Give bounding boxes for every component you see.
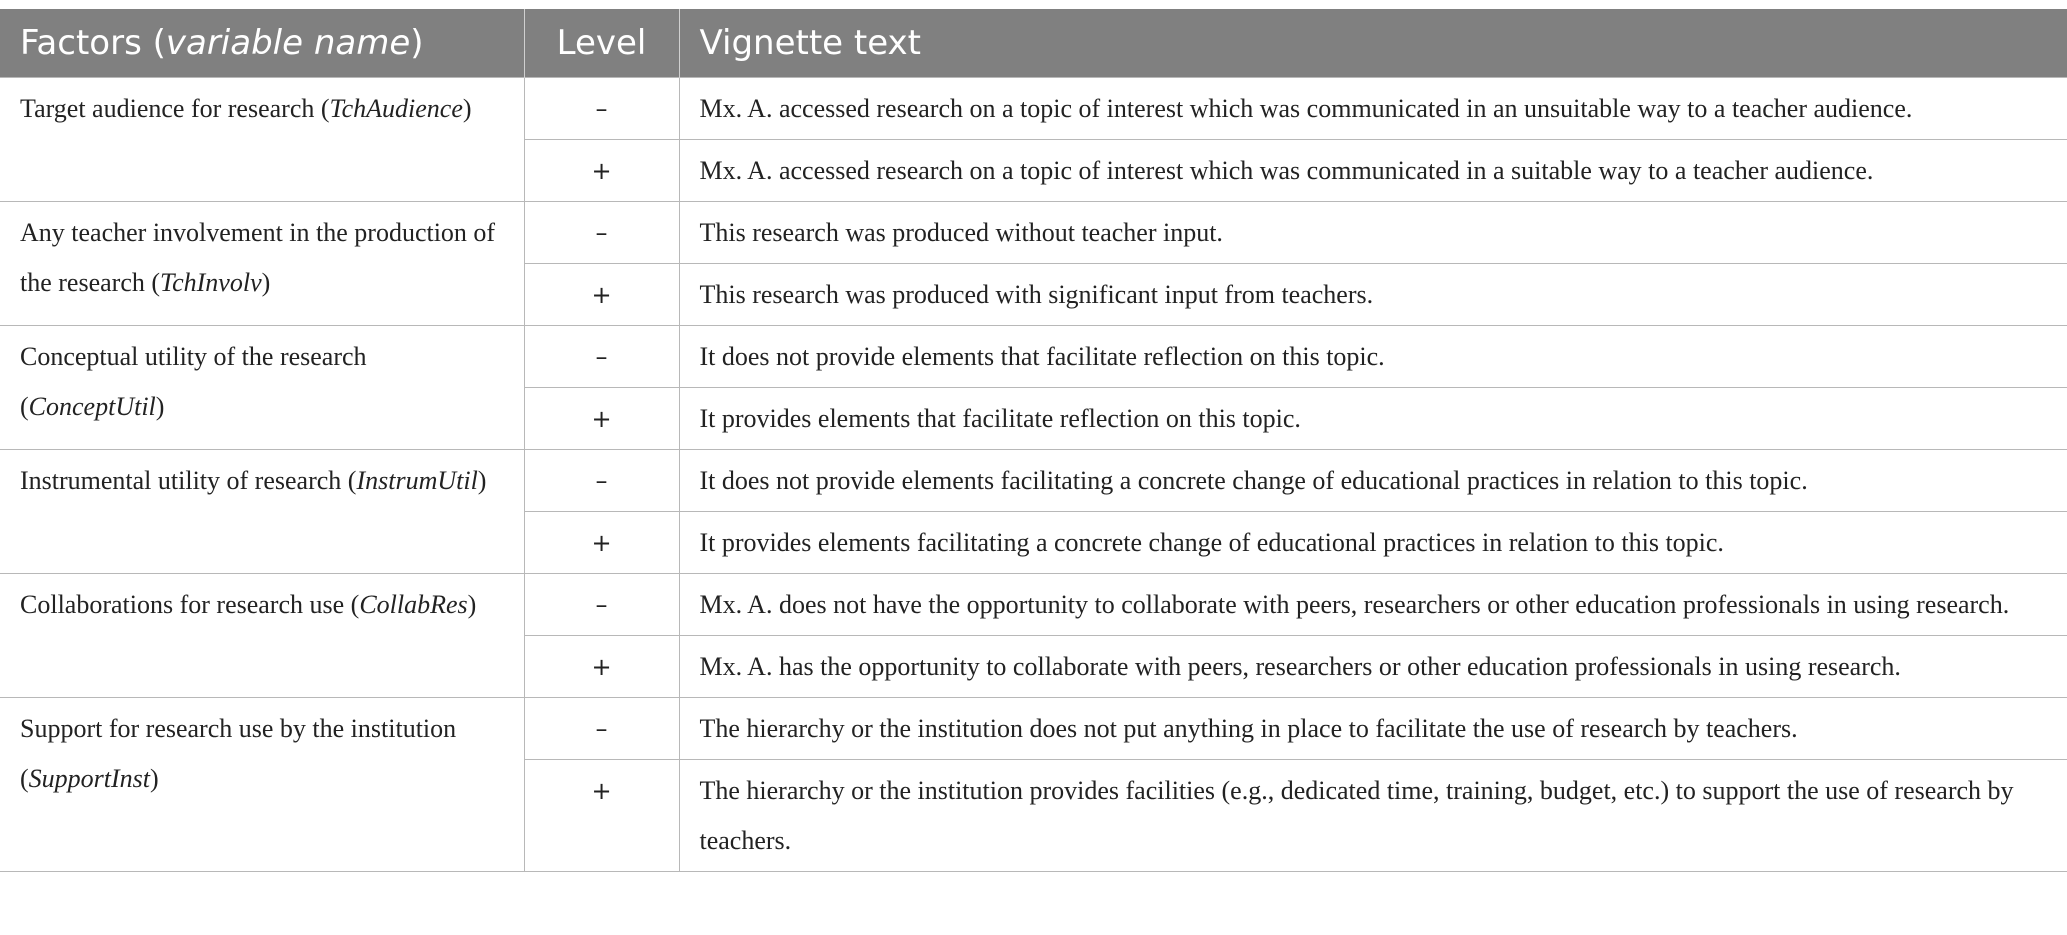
level-plus: +: [524, 760, 679, 872]
level-plus: +: [524, 636, 679, 698]
level-plus: +: [524, 264, 679, 326]
level-minus: –: [524, 698, 679, 760]
factor-label: Instrumental utility of research (: [20, 466, 357, 495]
factor-label: Conceptual utility of the research (: [20, 342, 367, 421]
table-row: [0, 326, 2067, 388]
header-factors: [0, 9, 524, 78]
factor-suffix: ): [261, 268, 271, 297]
vignette-text: It provides elements facilitating a concrete change of educational practices in relation to this topic.: [679, 512, 2067, 574]
factor-label: Any teacher involvement in the production of the research (: [20, 218, 496, 297]
level-plus: +: [524, 512, 679, 574]
level-minus: –: [524, 78, 679, 140]
factor-cell: [0, 574, 524, 698]
header-level: Level: [524, 9, 679, 78]
header-factors-label: Factors (: [20, 23, 166, 63]
level-plus: +: [524, 140, 679, 202]
table-row: [0, 450, 2067, 512]
factor-label: Collaborations for research use (: [20, 590, 360, 619]
factor-cell: [0, 202, 524, 326]
vignette-text: This research was produced with significant input from teachers.: [679, 264, 2067, 326]
vignette-factors-table-wrapper: [0, 9, 2067, 872]
vignette-text: It does not provide elements facilitating a concrete change of educational practices in relation to this topic.: [679, 450, 2067, 512]
header-row: [0, 9, 2067, 78]
level-minus: –: [524, 326, 679, 388]
vignette-text: It provides elements that facilitate reflection on this topic.: [679, 388, 2067, 450]
factor-cell: [0, 450, 524, 574]
header-factors-close: ): [410, 23, 424, 63]
vignette-text: This research was produced without teacher input.: [679, 202, 2067, 264]
table-row: [0, 698, 2067, 760]
factor-suffix: ): [150, 764, 159, 793]
level-minus: –: [524, 574, 679, 636]
factor-label: Support for research use by the institution (: [20, 714, 457, 793]
factor-suffix: ): [467, 590, 477, 619]
vignette-text: It does not provide elements that facilitate reflection on this topic.: [679, 326, 2067, 388]
header-variable-name: variable name: [165, 23, 411, 63]
table-row: [0, 574, 2067, 636]
level-plus: +: [524, 388, 679, 450]
table-row: [0, 78, 2067, 140]
vignette-text: Mx. A. accessed research on a topic of interest which was communicated in a suitable way to a teacher audience.: [679, 140, 2067, 202]
vignette-factors-table: [0, 9, 2067, 872]
factor-label: Target audience for research (: [20, 94, 330, 123]
variable-name: CollabRes: [359, 590, 468, 619]
factor-cell: [0, 326, 524, 450]
table-body: [0, 78, 2067, 872]
factor-cell: [0, 698, 524, 872]
variable-name: SupportInst: [28, 764, 151, 793]
factor-suffix: ): [462, 94, 472, 123]
level-minus: –: [524, 202, 679, 264]
variable-name: TchInvolv: [160, 268, 262, 297]
factor-suffix: ): [477, 466, 487, 495]
table-header: [0, 9, 2067, 78]
vignette-text: Mx. A. has the opportunity to collaborate with peers, researchers or other education professionals in using research.: [679, 636, 2067, 698]
variable-name: TchAudience: [329, 94, 463, 123]
table-row: [0, 202, 2067, 264]
factor-cell: [0, 78, 524, 202]
variable-name: ConceptUtil: [28, 392, 156, 421]
vignette-text: Mx. A. does not have the opportunity to collaborate with peers, researchers or other education professionals in using research.: [679, 574, 2067, 636]
vignette-text: The hierarchy or the institution provides facilities (e.g., dedicated time, training, budget, etc.) to support the use of research by teachers.: [679, 760, 2067, 872]
factor-suffix: ): [155, 392, 165, 421]
variable-name: InstrumUtil: [356, 466, 478, 495]
vignette-text: The hierarchy or the institution does not put anything in place to facilitate the use of research by teachers.: [679, 698, 2067, 760]
header-vignette-text: Vignette text: [679, 9, 2067, 78]
vignette-text: Mx. A. accessed research on a topic of interest which was communicated in an unsuitable way to a teacher audience.: [679, 78, 2067, 140]
level-minus: –: [524, 450, 679, 512]
